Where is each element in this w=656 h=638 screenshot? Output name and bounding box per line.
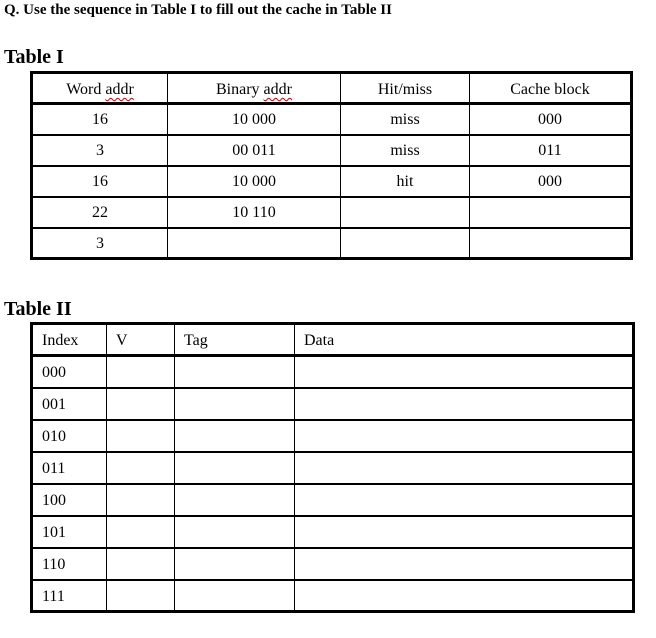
index-cell: 100 — [32, 484, 107, 516]
header-word-addr-text: addr — [105, 81, 134, 98]
header-word-addr — [32, 73, 168, 104]
header-binary-text: Binary — [216, 81, 264, 98]
data-cell[interactable] — [295, 388, 634, 420]
index-cell: 110 — [32, 548, 107, 580]
header-index: Index — [32, 324, 107, 356]
table-row — [32, 356, 634, 388]
header-cache-block: Cache block — [470, 73, 632, 104]
tag-cell[interactable] — [175, 484, 295, 516]
header-binary-addr-text: addr — [263, 81, 292, 98]
valid-cell[interactable] — [107, 580, 175, 612]
valid-cell[interactable] — [107, 356, 175, 388]
tag-cell[interactable] — [175, 452, 295, 484]
table-row — [32, 135, 632, 166]
tag-cell[interactable] — [175, 548, 295, 580]
data-cell[interactable] — [295, 580, 634, 612]
table-row — [32, 484, 634, 516]
valid-cell[interactable] — [107, 516, 175, 548]
table-row — [32, 104, 632, 135]
question-text: Q. Use the sequence in Table I to fill out the cache in Table II — [4, 2, 392, 18]
header-tag: Tag — [175, 324, 295, 356]
cache-block-cell[interactable]: 011 — [470, 135, 632, 166]
table-row — [32, 452, 634, 484]
tag-cell[interactable] — [175, 580, 295, 612]
header-binary-addr — [168, 73, 341, 104]
table-2 — [30, 322, 635, 613]
table-row — [32, 548, 634, 580]
word-addr-cell: 16 — [32, 104, 168, 135]
index-cell: 010 — [32, 420, 107, 452]
binary-addr-cell: 10 000 — [168, 104, 341, 135]
index-cell: 101 — [32, 516, 107, 548]
valid-cell[interactable] — [107, 420, 175, 452]
header-hit-miss: Hit/miss — [341, 73, 470, 104]
table-row — [32, 388, 634, 420]
index-cell: 111 — [32, 580, 107, 612]
hit-miss-cell[interactable]: miss — [341, 104, 470, 135]
tag-cell[interactable] — [175, 388, 295, 420]
binary-addr-cell: 10 000 — [168, 166, 341, 197]
valid-cell[interactable] — [107, 452, 175, 484]
data-cell[interactable] — [295, 516, 634, 548]
valid-cell[interactable] — [107, 388, 175, 420]
hit-miss-cell[interactable] — [341, 197, 470, 228]
table-row — [32, 580, 634, 612]
binary-addr-cell[interactable] — [168, 228, 341, 259]
hit-miss-cell[interactable]: hit — [341, 166, 470, 197]
table-1-title: Table I — [4, 46, 64, 68]
binary-addr-cell: 00 011 — [168, 135, 341, 166]
hit-miss-cell[interactable] — [341, 228, 470, 259]
table-row — [32, 166, 632, 197]
table-1-header-row — [32, 73, 632, 104]
table-row — [32, 228, 632, 259]
index-cell: 001 — [32, 388, 107, 420]
tag-cell[interactable] — [175, 516, 295, 548]
data-cell[interactable] — [295, 484, 634, 516]
index-cell: 000 — [32, 356, 107, 388]
valid-cell[interactable] — [107, 548, 175, 580]
cache-block-cell[interactable]: 000 — [470, 104, 632, 135]
table-2-header-row — [32, 324, 634, 356]
word-addr-cell: 22 — [32, 197, 168, 228]
word-addr-cell: 3 — [32, 228, 168, 259]
index-cell: 011 — [32, 452, 107, 484]
table-row — [32, 197, 632, 228]
table-1 — [30, 71, 633, 260]
data-cell[interactable] — [295, 548, 634, 580]
table-row — [32, 516, 634, 548]
header-word-text: Word — [66, 81, 106, 98]
cache-block-cell[interactable] — [470, 197, 632, 228]
cache-block-cell[interactable]: 000 — [470, 166, 632, 197]
hit-miss-cell[interactable]: miss — [341, 135, 470, 166]
binary-addr-cell: 10 110 — [168, 197, 341, 228]
valid-cell[interactable] — [107, 484, 175, 516]
tag-cell[interactable] — [175, 420, 295, 452]
data-cell[interactable] — [295, 420, 634, 452]
table-row — [32, 420, 634, 452]
word-addr-cell: 3 — [32, 135, 168, 166]
table-2-title: Table II — [4, 298, 72, 320]
data-cell[interactable] — [295, 452, 634, 484]
word-addr-cell: 16 — [32, 166, 168, 197]
header-valid: V — [107, 324, 175, 356]
data-cell[interactable] — [295, 356, 634, 388]
header-data: Data — [295, 324, 634, 356]
cache-block-cell[interactable] — [470, 228, 632, 259]
tag-cell[interactable] — [175, 356, 295, 388]
